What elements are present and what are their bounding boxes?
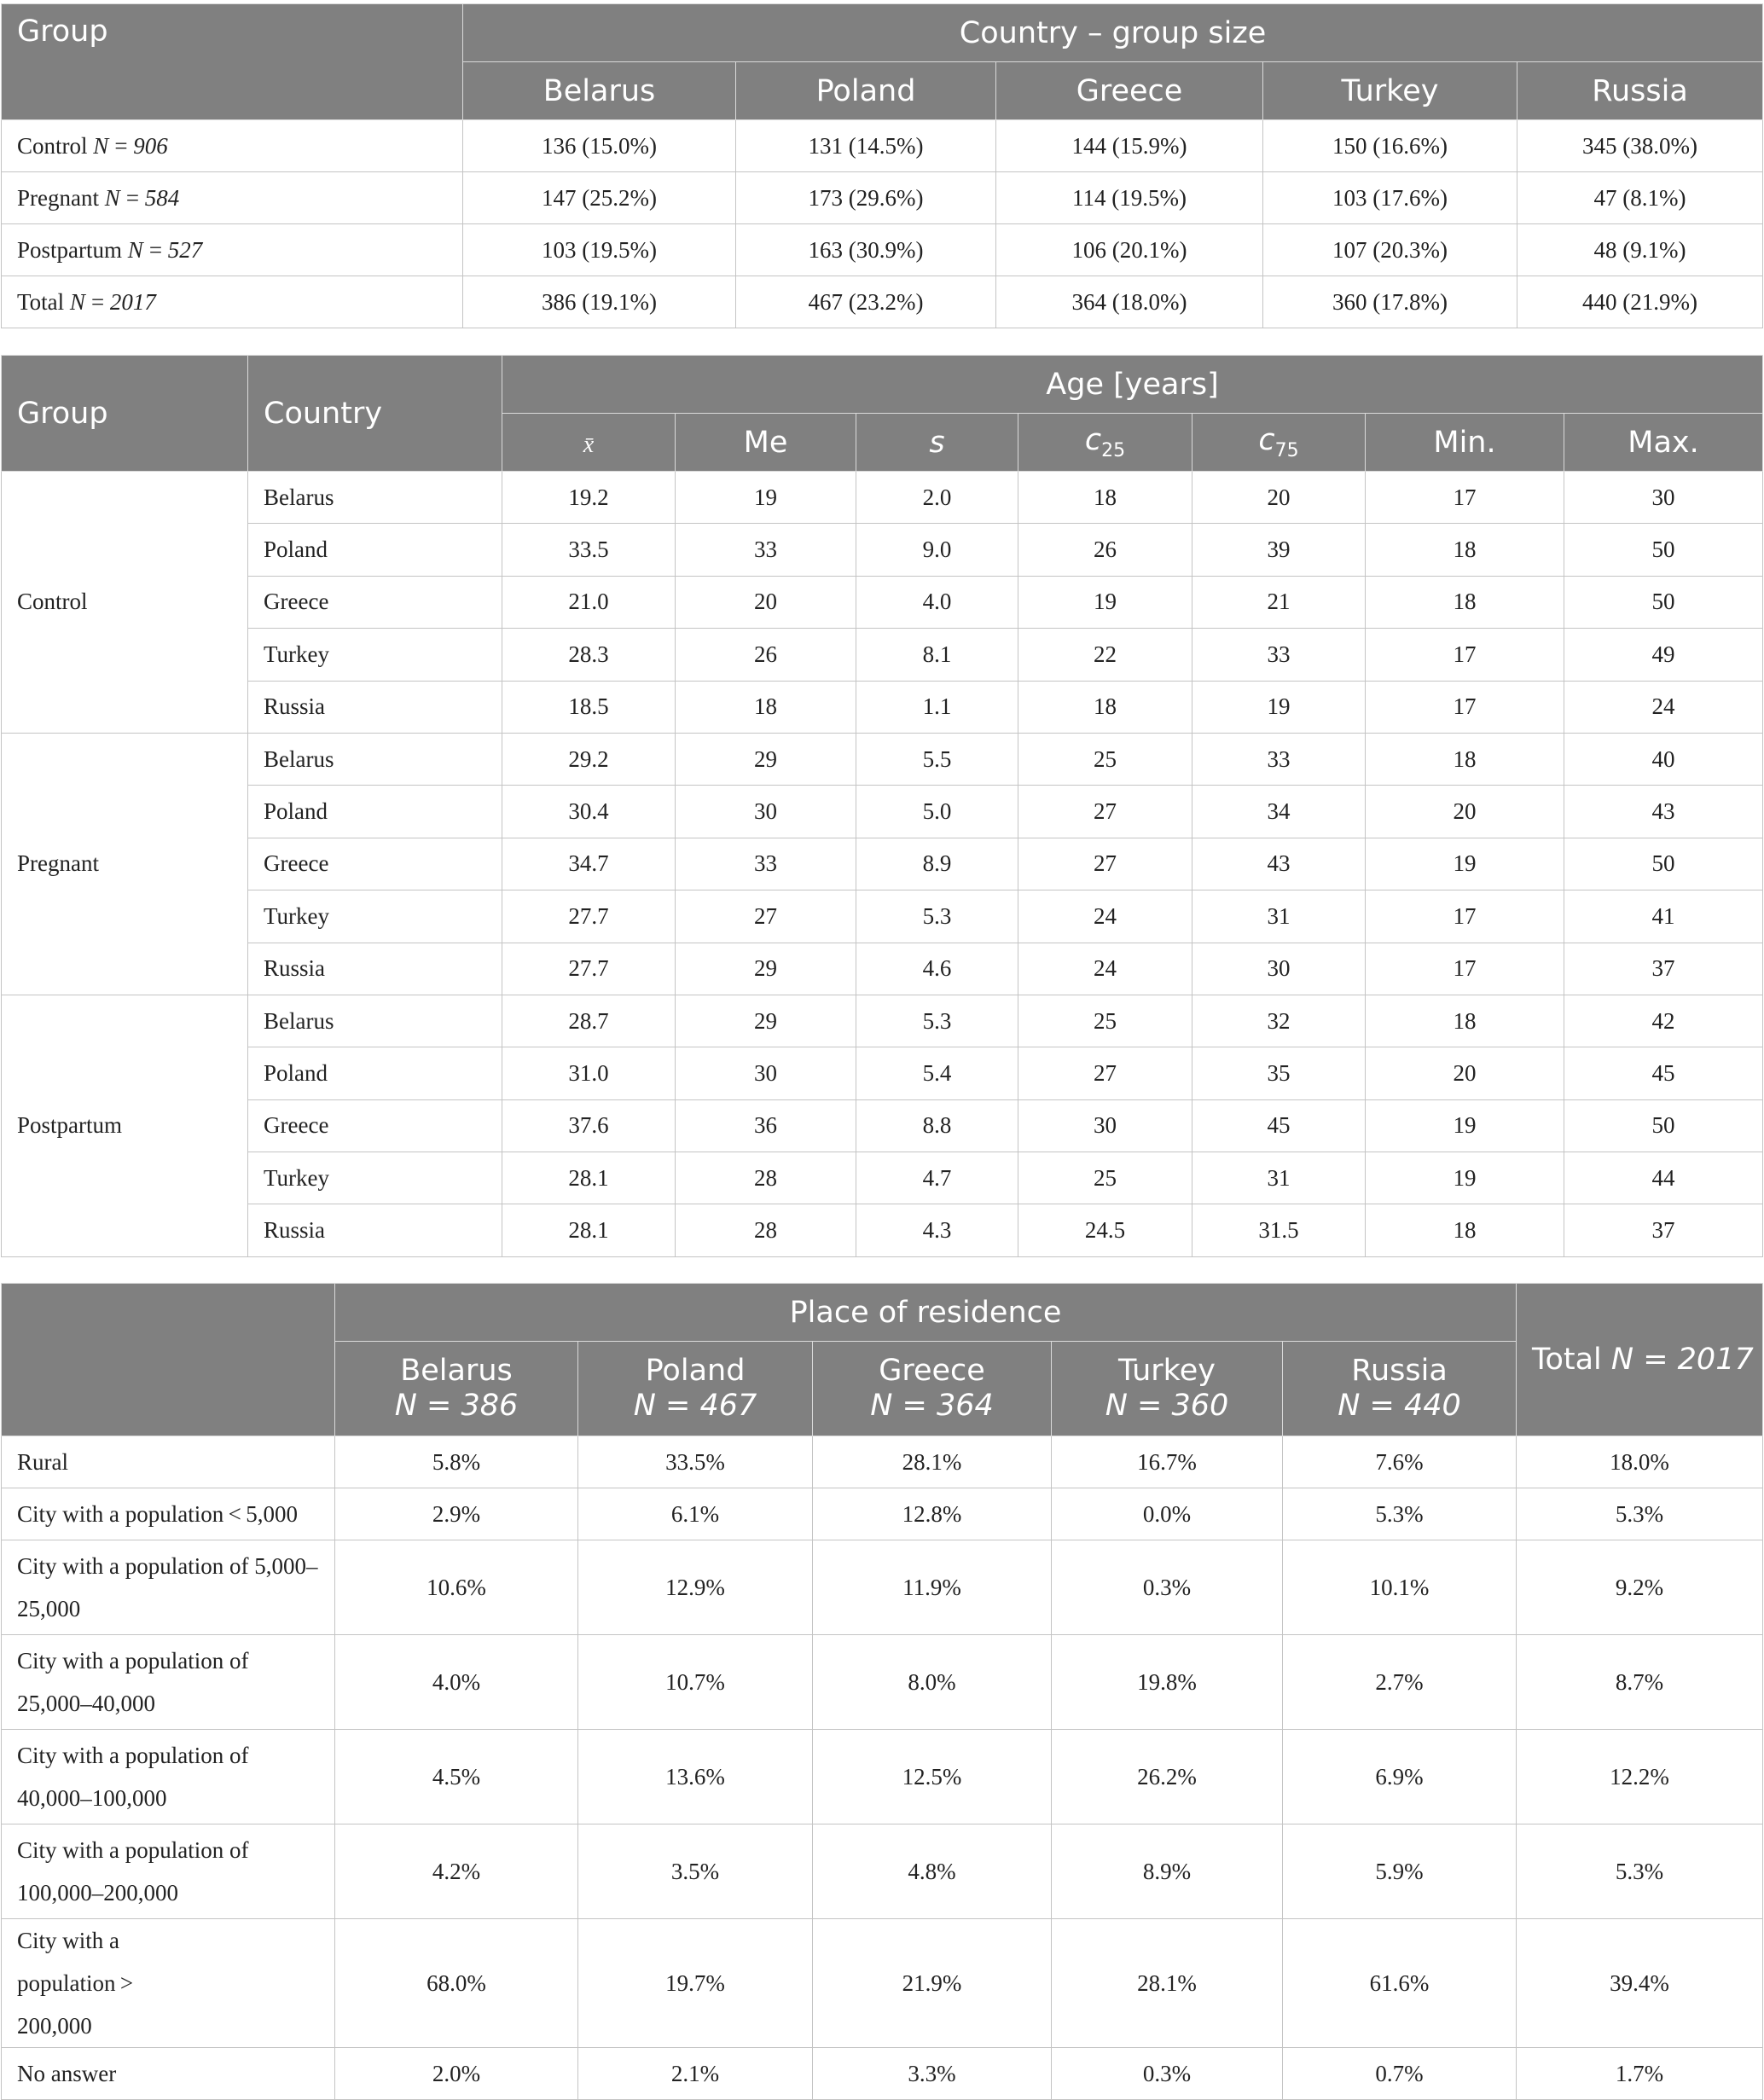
table-cell: 48 (9.1%): [1517, 224, 1763, 276]
table-cell: 19: [1018, 576, 1192, 628]
table-cell: 49: [1564, 629, 1763, 681]
c25-subscript: 25: [1101, 440, 1126, 461]
table-cell: 28.1%: [1052, 1919, 1283, 2048]
table-cell: 29.2: [502, 733, 676, 785]
table-row: [2, 890, 1763, 943]
table-row: [2, 276, 1763, 328]
country-name: Russia: [1351, 1354, 1448, 1388]
table-cell: 28.3: [502, 629, 676, 681]
table-row: [2, 681, 1763, 733]
table-cell: 19: [1366, 838, 1564, 890]
table-cell: 50: [1564, 576, 1763, 628]
table-cell: 27.7: [502, 943, 676, 995]
sd-symbol: s: [929, 425, 945, 460]
table-row: [2, 1824, 1763, 1919]
table-cell: 20: [1192, 472, 1366, 524]
table-cell: 20: [1366, 1047, 1564, 1099]
table-row: [2, 838, 1763, 890]
country-header: [335, 1342, 578, 1436]
table-cell: 2.0%: [335, 2048, 578, 2100]
table-cell: 27: [676, 890, 856, 943]
country-label: Greece: [248, 838, 502, 890]
table-cell: 8.7%: [1517, 1635, 1763, 1730]
table-cell: 5.3: [856, 995, 1018, 1047]
table-cell: 47 (8.1%): [1517, 172, 1763, 224]
group-header: Group: [2, 356, 248, 472]
table-cell: 5.3%: [1517, 1824, 1763, 1919]
group-n: N = 584: [104, 184, 180, 211]
table-cell: 50: [1564, 838, 1763, 890]
row-label: [2, 224, 463, 276]
age-table: [1, 355, 1763, 1257]
country-name: Turkey: [1118, 1354, 1216, 1388]
residence-table: [1, 1283, 1763, 2100]
table-row: [2, 524, 1763, 576]
table-cell: 28: [676, 1204, 856, 1256]
table-cell: 18.0%: [1517, 1436, 1763, 1488]
country-label: Turkey: [248, 890, 502, 943]
table-cell: 37.6: [502, 1099, 676, 1152]
country-name: Belarus: [400, 1354, 513, 1388]
table-cell: 43: [1564, 786, 1763, 838]
table-cell: 103 (17.6%): [1263, 172, 1517, 224]
country-group-size-header: Country – group size: [463, 4, 1763, 62]
age-header: Age [years]: [502, 356, 1763, 414]
table-row: [2, 733, 1763, 785]
mean-header: [502, 414, 676, 472]
table-cell: 0.0%: [1052, 1488, 1283, 1540]
total-label: Total: [1532, 1343, 1602, 1377]
table-cell: 5.4: [856, 1047, 1018, 1099]
country-label: Greece: [248, 1099, 502, 1152]
table-cell: 467 (23.2%): [736, 276, 996, 328]
table-cell: 21.0: [502, 576, 676, 628]
row-label: No answer: [2, 2048, 335, 2100]
country-header: Belarus: [463, 62, 736, 120]
table-cell: 106 (20.1%): [996, 224, 1263, 276]
table-cell: 2.7%: [1283, 1635, 1517, 1730]
table-row: [2, 1540, 1763, 1635]
c75-subscript: 75: [1274, 440, 1299, 461]
table-cell: 19: [1366, 1099, 1564, 1152]
country-label: Poland: [248, 1047, 502, 1099]
row-label: City with a population of 100,000–200,000: [2, 1824, 335, 1919]
table-cell: 107 (20.3%): [1263, 224, 1517, 276]
table-cell: 19: [1192, 681, 1366, 733]
table-cell: 31.5: [1192, 1204, 1366, 1256]
country-header: Country: [248, 356, 502, 472]
table-cell: 24: [1018, 943, 1192, 995]
table-cell: 45: [1192, 1099, 1366, 1152]
table-row: [2, 1099, 1763, 1152]
table-cell: 31.0: [502, 1047, 676, 1099]
table-cell: 8.1: [856, 629, 1018, 681]
table-row: [2, 629, 1763, 681]
table-row: [2, 2048, 1763, 2100]
table-cell: 7.6%: [1283, 1436, 1517, 1488]
table-row: [2, 1919, 1763, 2048]
table-cell: 40: [1564, 733, 1763, 785]
table-cell: 8.9: [856, 838, 1018, 890]
table-cell: 147 (25.2%): [463, 172, 736, 224]
table-cell: 9.0: [856, 524, 1018, 576]
group-label: Control: [2, 472, 248, 734]
table-cell: 150 (16.6%): [1263, 120, 1517, 172]
table-cell: 17: [1366, 890, 1564, 943]
table-cell: 19: [676, 472, 856, 524]
table-cell: 386 (19.1%): [463, 276, 736, 328]
country-header: Greece: [996, 62, 1263, 120]
country-header: [1283, 1342, 1517, 1436]
table-cell: 44: [1564, 1152, 1763, 1204]
table-cell: 4.8%: [813, 1824, 1052, 1919]
table-cell: 4.6: [856, 943, 1018, 995]
country-label: Turkey: [248, 1152, 502, 1204]
table-cell: 50: [1564, 524, 1763, 576]
total-n: N = 2017: [1610, 1343, 1754, 1377]
table-cell: 27: [1018, 838, 1192, 890]
table-cell: 43: [1192, 838, 1366, 890]
country-label: Poland: [248, 786, 502, 838]
table-cell: 39.4%: [1517, 1919, 1763, 2048]
group-n: N = 2017: [69, 288, 156, 315]
table-cell: 37: [1564, 943, 1763, 995]
place-of-residence-header: Place of residence: [335, 1284, 1517, 1342]
country-header: [1052, 1342, 1283, 1436]
table-cell: 131 (14.5%): [736, 120, 996, 172]
table-cell: 103 (19.5%): [463, 224, 736, 276]
country-header: Turkey: [1263, 62, 1517, 120]
table-cell: 18: [1366, 524, 1564, 576]
total-header: [1517, 1284, 1763, 1436]
country-label: Belarus: [248, 995, 502, 1047]
table-cell: 6.1%: [578, 1488, 813, 1540]
empty-corner-header: [2, 1284, 335, 1436]
table-cell: 18: [1366, 1204, 1564, 1256]
table-cell: 2.9%: [335, 1488, 578, 1540]
table-cell: 3.5%: [578, 1824, 813, 1919]
table-row: [2, 995, 1763, 1047]
table-row: [2, 576, 1763, 628]
min-header: Min.: [1366, 414, 1564, 472]
table-cell: 27: [1018, 786, 1192, 838]
table-cell: 12.2%: [1517, 1730, 1763, 1824]
table-cell: 30: [1018, 1099, 1192, 1152]
table-cell: 18: [1018, 681, 1192, 733]
table-cell: 440 (21.9%): [1517, 276, 1763, 328]
table-cell: 18: [1366, 733, 1564, 785]
table-cell: 11.9%: [813, 1540, 1052, 1635]
table-cell: 2.1%: [578, 2048, 813, 2100]
table-cell: 12.9%: [578, 1540, 813, 1635]
table-cell: 29: [676, 943, 856, 995]
table-cell: 4.7: [856, 1152, 1018, 1204]
country-label: Turkey: [248, 629, 502, 681]
table-cell: 5.3%: [1517, 1488, 1763, 1540]
country-label: Russia: [248, 681, 502, 733]
table-cell: 4.0: [856, 576, 1018, 628]
table-cell: 144 (15.9%): [996, 120, 1263, 172]
table-cell: 27.7: [502, 890, 676, 943]
table-cell: 8.0%: [813, 1635, 1052, 1730]
table-cell: 31: [1192, 1152, 1366, 1204]
table-cell: 24: [1564, 681, 1763, 733]
table-cell: 19.2: [502, 472, 676, 524]
table-row: [2, 172, 1763, 224]
table-cell: 4.2%: [335, 1824, 578, 1919]
table-cell: 28.1: [502, 1152, 676, 1204]
table-cell: 136 (15.0%): [463, 120, 736, 172]
table-cell: 30: [1192, 943, 1366, 995]
table-cell: 30.4: [502, 786, 676, 838]
row-label: City with a population of 40,000–100,000: [2, 1730, 335, 1824]
row-label: [2, 172, 463, 224]
table-cell: 114 (19.5%): [996, 172, 1263, 224]
table-cell: 18: [1366, 995, 1564, 1047]
country-n: N = 364: [870, 1389, 994, 1423]
table-cell: 28.1%: [813, 1436, 1052, 1488]
table-cell: 9.2%: [1517, 1540, 1763, 1635]
row-label: City with a population of 25,000–40,000: [2, 1635, 335, 1730]
country-label: Belarus: [248, 472, 502, 524]
country-header: Poland: [736, 62, 996, 120]
group-name: Control: [17, 132, 88, 159]
group-size-table: [1, 3, 1763, 328]
table-cell: 29: [676, 733, 856, 785]
table-cell: 20: [1366, 786, 1564, 838]
table-cell: 345 (38.0%): [1517, 120, 1763, 172]
country-n: N = 467: [633, 1389, 757, 1423]
table-cell: 6.9%: [1283, 1730, 1517, 1824]
table-cell: 28.1: [502, 1204, 676, 1256]
table-cell: 32: [1192, 995, 1366, 1047]
table-cell: 18.5: [502, 681, 676, 733]
sd-header: [856, 414, 1018, 472]
table-cell: 45: [1564, 1047, 1763, 1099]
table-cell: 4.0%: [335, 1635, 578, 1730]
table-cell: 19.7%: [578, 1919, 813, 2048]
country-label: Russia: [248, 943, 502, 995]
table-cell: 26: [676, 629, 856, 681]
table-cell: 5.3%: [1283, 1488, 1517, 1540]
table-cell: 4.5%: [335, 1730, 578, 1824]
table-cell: 28: [676, 1152, 856, 1204]
row-label: [2, 276, 463, 328]
table-cell: 4.3: [856, 1204, 1018, 1256]
median-header: Me: [676, 414, 856, 472]
table-cell: 19: [1366, 1152, 1564, 1204]
table-cell: 1.7%: [1517, 2048, 1763, 2100]
max-header: Max.: [1564, 414, 1763, 472]
group-header: Group: [2, 4, 463, 120]
country-label: Poland: [248, 524, 502, 576]
table-cell: 19.8%: [1052, 1635, 1283, 1730]
table-row: [2, 224, 1763, 276]
table-cell: 37: [1564, 1204, 1763, 1256]
table-cell: 25: [1018, 733, 1192, 785]
group-name: Pregnant: [17, 184, 99, 211]
table-cell: 30: [676, 1047, 856, 1099]
table-cell: 20: [676, 576, 856, 628]
table-row: [2, 1635, 1763, 1730]
table-cell: 5.8%: [335, 1436, 578, 1488]
table-cell: 1.1: [856, 681, 1018, 733]
table-cell: 2.0: [856, 472, 1018, 524]
table-cell: 10.6%: [335, 1540, 578, 1635]
group-name: Total: [17, 288, 65, 315]
table-cell: 10.7%: [578, 1635, 813, 1730]
table-cell: 12.8%: [813, 1488, 1052, 1540]
table-cell: 364 (18.0%): [996, 276, 1263, 328]
table-cell: 0.3%: [1052, 2048, 1283, 2100]
country-n: N = 440: [1338, 1389, 1461, 1423]
table-cell: 16.7%: [1052, 1436, 1283, 1488]
c75-symbol: c: [1258, 423, 1275, 457]
table-cell: 30: [1564, 472, 1763, 524]
table-cell: 26.2%: [1052, 1730, 1283, 1824]
table-cell: 34.7: [502, 838, 676, 890]
table-cell: 21.9%: [813, 1919, 1052, 2048]
table-cell: 17: [1366, 629, 1564, 681]
row-label: Rural: [2, 1436, 335, 1488]
table-cell: 173 (29.6%): [736, 172, 996, 224]
table-cell: 3.3%: [813, 2048, 1052, 2100]
table-cell: 22: [1018, 629, 1192, 681]
table-cell: 28.7: [502, 995, 676, 1047]
table-cell: 12.5%: [813, 1730, 1052, 1824]
table-row: [2, 1204, 1763, 1256]
row-label: [2, 120, 463, 172]
country-name: Poland: [645, 1354, 746, 1388]
country-n: N = 386: [394, 1389, 519, 1423]
table-cell: 8.8: [856, 1099, 1018, 1152]
table-cell: 33.5: [502, 524, 676, 576]
table-cell: 33: [1192, 629, 1366, 681]
table-cell: 360 (17.8%): [1263, 276, 1517, 328]
c25-header: [1018, 414, 1192, 472]
table-cell: 25: [1018, 995, 1192, 1047]
country-label: Russia: [248, 1204, 502, 1256]
country-header: [813, 1342, 1052, 1436]
table-row: [2, 1730, 1763, 1824]
group-n: N = 906: [93, 132, 168, 159]
table-cell: 29: [676, 995, 856, 1047]
group-n: N = 527: [127, 236, 203, 263]
table-row: [2, 1488, 1763, 1540]
table-cell: 10.1%: [1283, 1540, 1517, 1635]
row-label: City with a population < 5,000: [2, 1488, 335, 1540]
table-cell: 25: [1018, 1152, 1192, 1204]
group-name: Postpartum: [17, 236, 123, 263]
table-row: [2, 1047, 1763, 1099]
table-cell: 35: [1192, 1047, 1366, 1099]
table-cell: 42: [1564, 995, 1763, 1047]
mean-symbol: x̄: [583, 431, 595, 458]
table-cell: 24.5: [1018, 1204, 1192, 1256]
table-cell: 36: [676, 1099, 856, 1152]
table-cell: 27: [1018, 1047, 1192, 1099]
table-cell: 5.5: [856, 733, 1018, 785]
table-cell: 163 (30.9%): [736, 224, 996, 276]
table-cell: 0.3%: [1052, 1540, 1283, 1635]
table-row: [2, 120, 1763, 172]
table-cell: 68.0%: [335, 1919, 578, 2048]
table-cell: 33.5%: [578, 1436, 813, 1488]
table-row: [2, 1152, 1763, 1204]
table-cell: 30: [676, 786, 856, 838]
table-cell: 41: [1564, 890, 1763, 943]
c25-symbol: c: [1084, 423, 1102, 457]
table-cell: 13.6%: [578, 1730, 813, 1824]
table-cell: 0.7%: [1283, 2048, 1517, 2100]
table-cell: 5.3: [856, 890, 1018, 943]
table-cell: 5.9%: [1283, 1824, 1517, 1919]
table-cell: 61.6%: [1283, 1919, 1517, 2048]
table-cell: 50: [1564, 1099, 1763, 1152]
table-cell: 21: [1192, 576, 1366, 628]
table-cell: 31: [1192, 890, 1366, 943]
country-label: Belarus: [248, 733, 502, 785]
group-label: Pregnant: [2, 733, 248, 995]
country-n: N = 360: [1105, 1389, 1229, 1423]
country-header: Russia: [1517, 62, 1763, 120]
table-cell: 17: [1366, 472, 1564, 524]
table-cell: 39: [1192, 524, 1366, 576]
table-row: [2, 786, 1763, 838]
table-row: [2, 1436, 1763, 1488]
table-cell: 24: [1018, 890, 1192, 943]
country-header: [578, 1342, 813, 1436]
table-cell: 18: [676, 681, 856, 733]
table-cell: 5.0: [856, 786, 1018, 838]
group-label: Postpartum: [2, 995, 248, 1256]
row-label: City with a population of 5,000–25,000: [2, 1540, 335, 1635]
table-cell: 17: [1366, 943, 1564, 995]
c75-header: [1192, 414, 1366, 472]
table-row: [2, 943, 1763, 995]
table-cell: 26: [1018, 524, 1192, 576]
table-cell: 17: [1366, 681, 1564, 733]
table-cell: 33: [676, 524, 856, 576]
table-cell: 18: [1018, 472, 1192, 524]
table-cell: 34: [1192, 786, 1366, 838]
row-label: City with a population > 200,000: [2, 1919, 335, 2048]
table-cell: 33: [1192, 733, 1366, 785]
table-cell: 18: [1366, 576, 1564, 628]
table-cell: 33: [676, 838, 856, 890]
table-cell: 8.9%: [1052, 1824, 1283, 1919]
country-name: Greece: [879, 1354, 985, 1388]
table-row: [2, 472, 1763, 524]
country-label: Greece: [248, 576, 502, 628]
